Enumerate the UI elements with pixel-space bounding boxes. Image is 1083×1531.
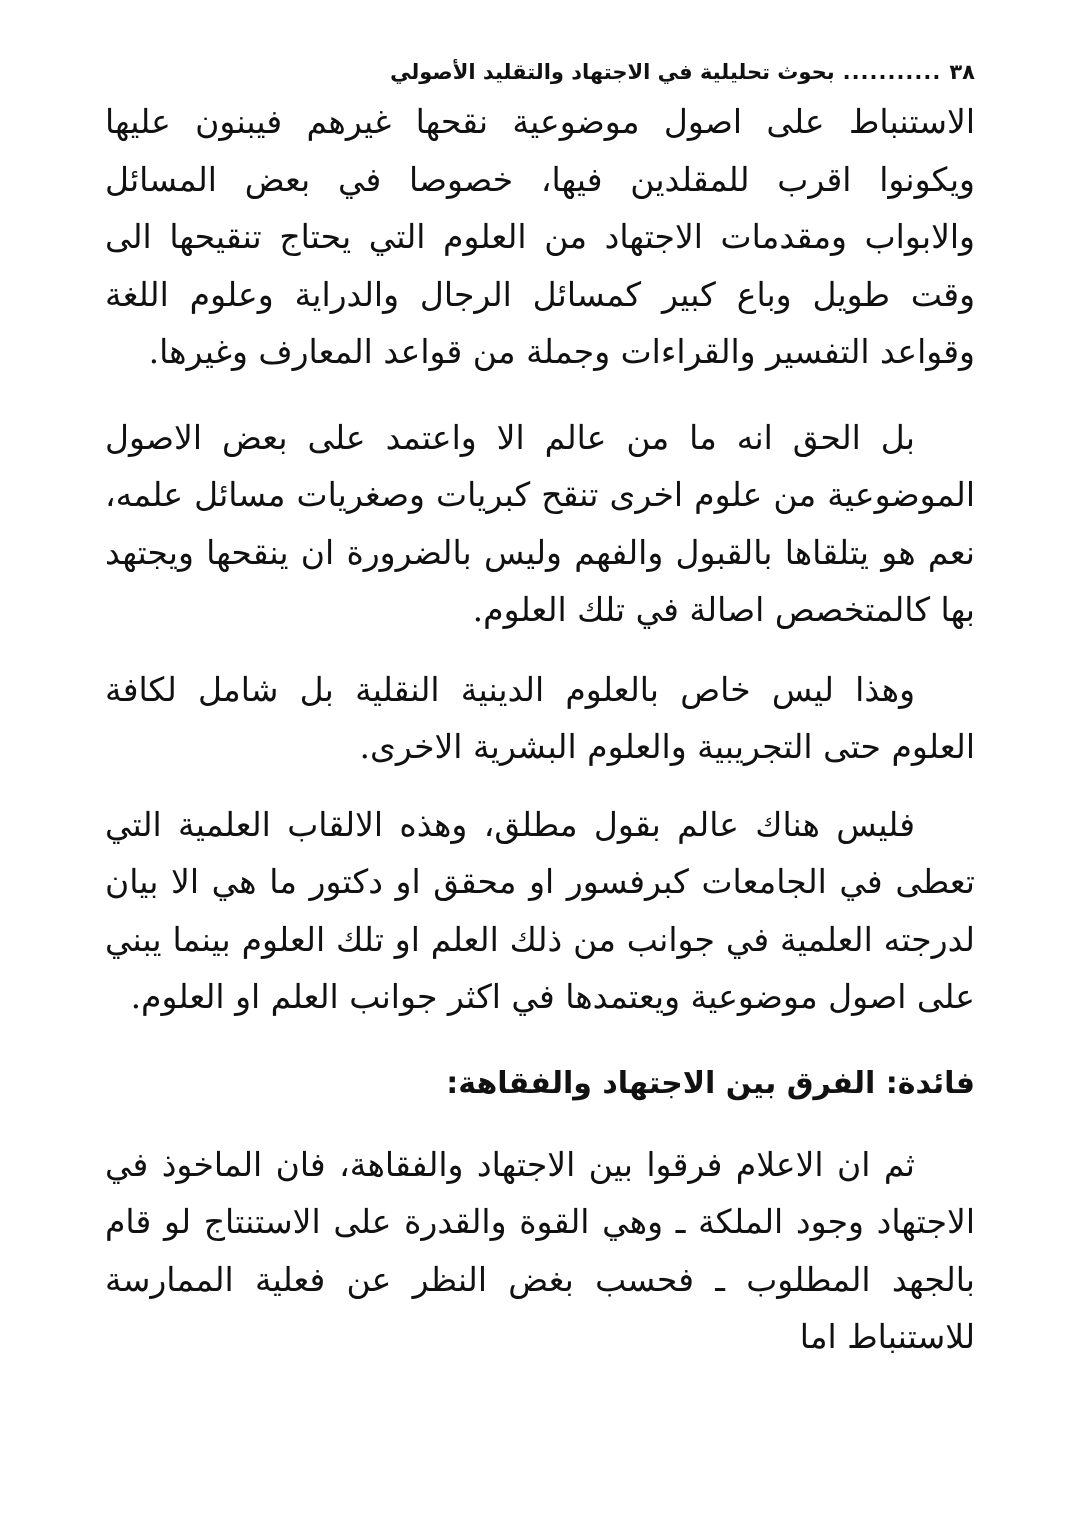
paragraph: الاستنباط على اصول موضوعية نقحها غيرهم فيبنون عليها ويكونوا اقرب للمقلدين فيها، خصوصا في بعض المسائل والابواب ومقدمات الاجتهاد من العلوم التي يحتاج تنقيحها الى وقت طويل وباع كبير كمسائل الرجال والدراية وعلوم اللغة وقواعد التفسير والقراءات وجملة من قواعد المعارف وغيرها. xyxy=(105,102,975,371)
paragraph: بل الحق انه ما من عالم الا واعتمد على بعض الاصول الموضوعية من علوم اخرى تنقح كبريات وصغريات مسائل علمه، نعم هو يتلقاها بالقبول والفهم وليس بالضرورة ان ينقحها ويجتهد بها كالمتخصص اصالة في تلك العلوم. xyxy=(105,417,975,629)
paragraph: وهذا ليس خاص بالعلوم الدينية النقلية بل شامل لكافة العلوم حتى التجريبية والعلوم البشرية الاخرى. xyxy=(105,669,975,766)
running-header xyxy=(105,55,975,89)
page-number: ٣٨ xyxy=(949,60,975,84)
book-page xyxy=(105,55,975,1366)
paragraph: ثم ان الاعلام فرقوا بين الاجتهاد والفقاهة، فان الماخوذ في الاجتهاد وجود الملكة ـ وهي القوة والقدرة على الاستنتاج لو قام بالجهد المطلوب ـ فحسب بغض النظر عن فعلية الممارسة للاستنباط اما xyxy=(105,1144,975,1356)
body-text xyxy=(105,93,975,1366)
paragraph: فليس هناك عالم بقول مطلق، وهذه الالقاب العلمية التي تعطى في الجامعات كبرفسور او محقق او دكتور ما هي الا بيان لدرجته العلمية في جوانب من ذلك العلم او تلك العلوم بينما يبني على اصول موضوعية ويعتمدها في اكثر جوانب العلم او العلوم. xyxy=(105,804,975,1016)
section-heading: فائدة: الفرق بين الاجتهاد والفقاهة: xyxy=(446,1065,975,1101)
header-dot-leader: ........... xyxy=(842,60,942,84)
book-title: بحوث تحليلية في الاجتهاد والتقليد الأصولي xyxy=(390,60,835,84)
